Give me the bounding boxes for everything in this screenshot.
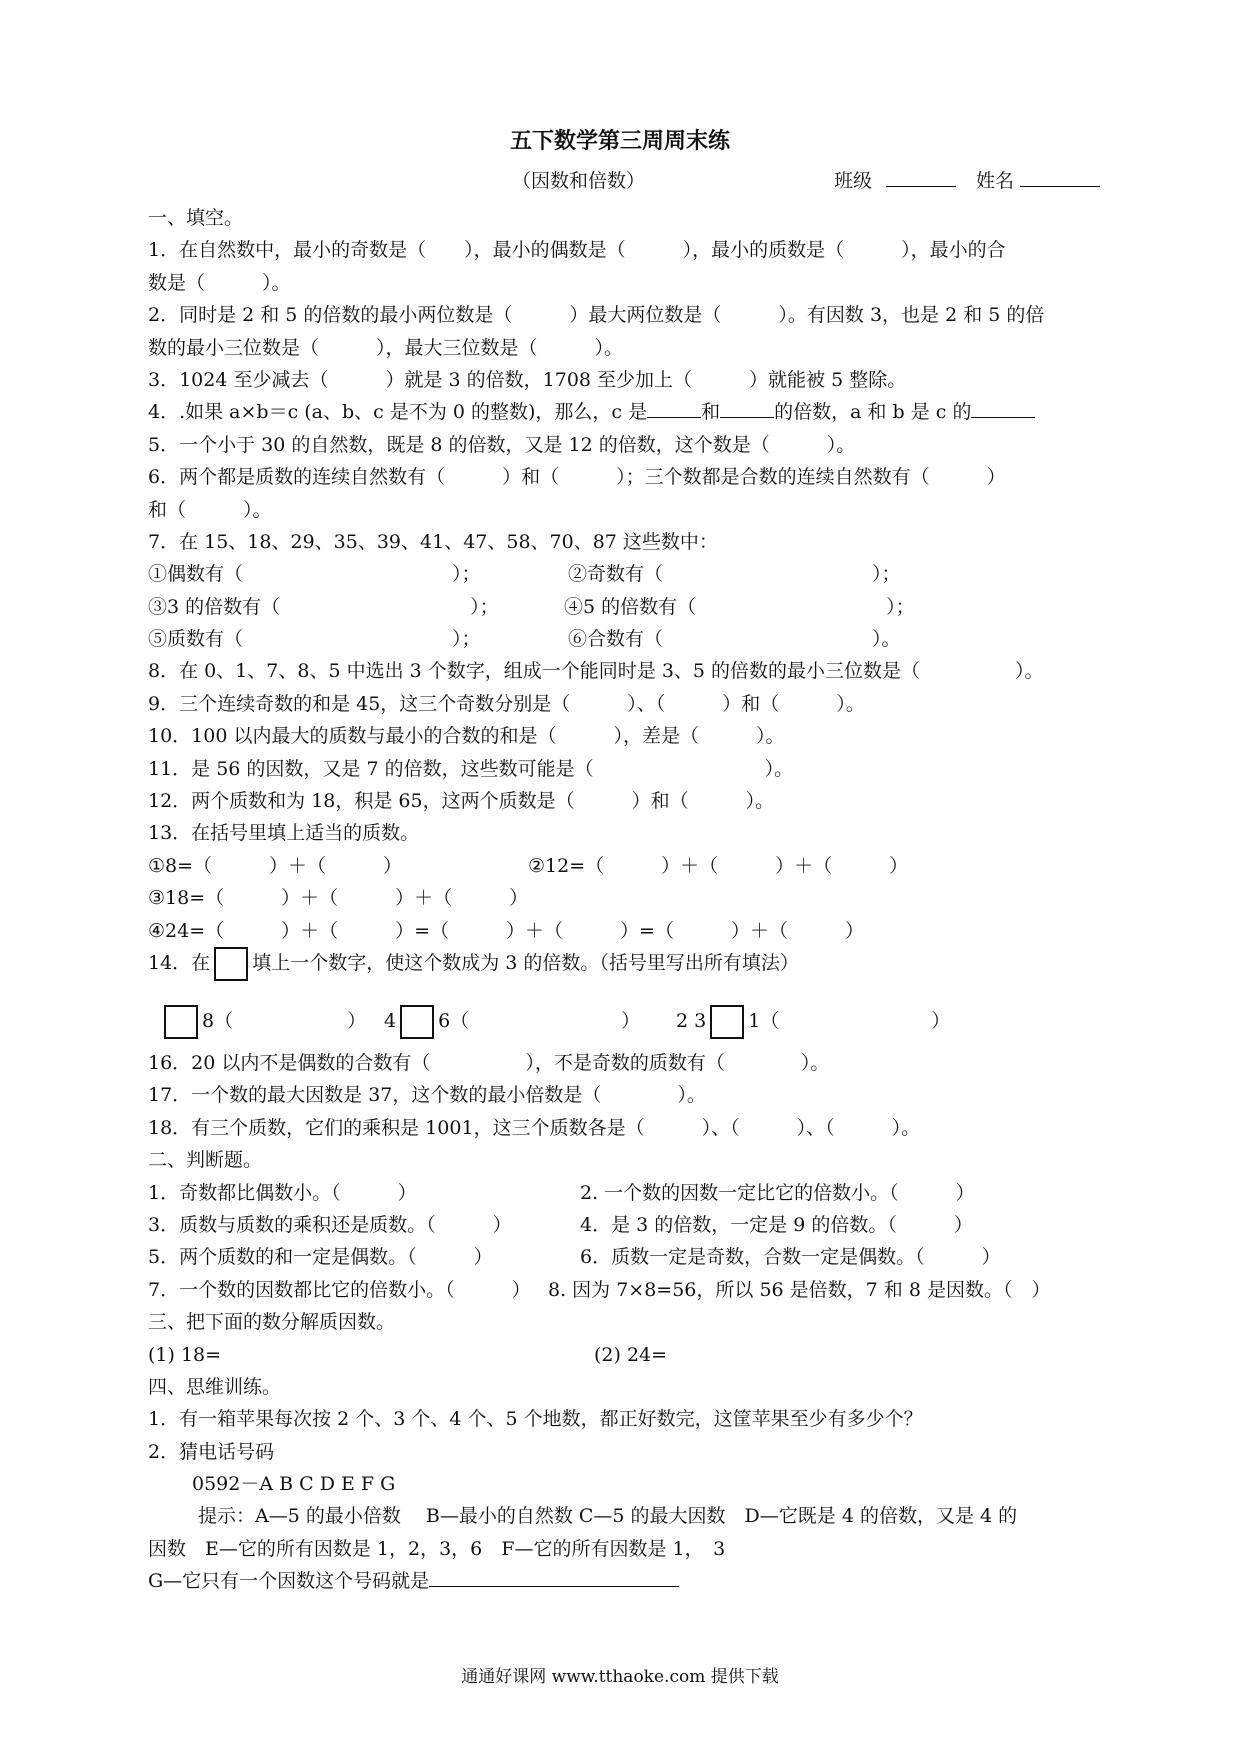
question-6a: 6．两个都是质数的连续自然数有（ ）和（ ）；三个数都是合数的连续自然数有（ ） xyxy=(148,466,1006,489)
class-label: 班级 xyxy=(834,170,873,192)
question-7-row xyxy=(148,558,1128,590)
question-7-item: ⑥合数有（ ）。 xyxy=(568,628,901,651)
question-4-text: 4．.如果 a×b＝c (a、b、c 是不为 0 的整数)，那么，c 是 xyxy=(148,401,648,424)
question-13-row xyxy=(148,850,1128,882)
question-14-text: 8（ ） xyxy=(202,1009,367,1032)
question-13-item: ①8=（ ）＋（ ） xyxy=(148,854,403,877)
question-7-item: ①偶数有（ ）； xyxy=(148,563,481,586)
question-13-item: ③18=（ ）＋（ ）＋（ ） xyxy=(148,887,529,910)
question-6b: 和（ ）。 xyxy=(148,498,272,521)
page-title: 五下数学第三周周末练 xyxy=(509,128,730,154)
question-4 xyxy=(148,396,1128,428)
judge-item: 2. 一个数的因数一定比它的倍数小。（ ） xyxy=(580,1181,975,1204)
think-question-2: 2．猜电话号码 xyxy=(148,1440,275,1463)
question-13: 13．在括号里填上适当的质数。 xyxy=(148,822,420,845)
class-field[interactable] xyxy=(834,166,956,193)
digit-box[interactable] xyxy=(164,1005,198,1039)
class-blank[interactable] xyxy=(886,172,956,187)
question-2b: 数的最小三位数是（ ），最大三位数是（ ）。 xyxy=(148,336,624,359)
question-9: 9．三个连续奇数的和是 45，这三个奇数分别是（ ）、（ ）和（ ）。 xyxy=(148,692,865,715)
factor-item: (1) 18= xyxy=(148,1343,222,1366)
section-heading: 二、判断题。 xyxy=(148,1149,263,1172)
question-12: 12．两个质数和为 18，积是 65，这两个质数是（ ）和（ ）。 xyxy=(148,790,775,813)
question-10: 10．100 以内最大的质数与最小的合数的和是（ ），差是（ ）。 xyxy=(148,725,785,748)
worksheet-content xyxy=(148,202,1128,1598)
question-13-item: ④24=（ ）＋（ ）=（ ）＋（ ）=（ ）＋（ ） xyxy=(148,919,864,942)
question-7: 7．在 15、18、29、35、39、41、47、58、70、87 这些数中： xyxy=(148,530,718,553)
name-label: 姓名 xyxy=(976,170,1015,192)
hint-line: 提示：A—5 的最小倍数 B—最小的自然数 C—5 的最大因数 D—它既是 4 的倍数，又是 4 的 xyxy=(198,1505,1018,1528)
question-7-item: ③3 的倍数有（ ）； xyxy=(148,595,499,618)
answer-blank[interactable] xyxy=(647,403,701,418)
judge-item: 6．质数一定是奇数，合数一定是偶数。（ ） xyxy=(580,1246,1001,1269)
question-7-item: ④5 的倍数有（ ）； xyxy=(564,595,915,618)
question-13-item: ②12=（ ）＋（ ）＋（ ） xyxy=(528,854,909,877)
judge-item: 7．一个数的因数都比它的倍数小。（ ） xyxy=(148,1278,531,1301)
judge-row xyxy=(148,1274,1128,1306)
digit-box[interactable] xyxy=(710,1005,744,1039)
question-11: 11．是 56 的因数，又是 7 的倍数，这些数可能是（ ）。 xyxy=(148,757,794,780)
question-7-row xyxy=(148,591,1128,623)
section-heading: 一、填空。 xyxy=(148,207,244,229)
judge-item: 3．质数与质数的乘积还是质数。（ ） xyxy=(148,1213,512,1236)
question-4-text: 的倍数，a 和 b 是 c 的 xyxy=(774,401,972,424)
question-5: 5．一个小于 30 的自然数，既是 8 的倍数，又是 12 的倍数，这个数是（ ）。 xyxy=(148,433,856,456)
question-4-text: 和 xyxy=(701,401,721,424)
subtitle: （因数和倍数） xyxy=(512,170,646,192)
name-blank[interactable] xyxy=(1020,172,1100,187)
answer-blank[interactable] xyxy=(971,403,1035,418)
answer-blank[interactable] xyxy=(720,403,774,418)
factor-row xyxy=(148,1339,1128,1371)
question-14-text: 2 3 xyxy=(676,1009,707,1032)
question-14-answers xyxy=(148,997,1128,1047)
question-7-row xyxy=(148,623,1128,655)
hint-line: 因数 E—它的所有因数是 1，2，3，6 F—它的所有因数是 1， 3 xyxy=(148,1537,726,1560)
question-2a: 2．同时是 2 和 5 的倍数的最小两位数是（ ）最大两位数是（ ）。有因数 3，也是 2 和 5 的倍 xyxy=(148,304,1045,327)
question-1b: 数是（ ）。 xyxy=(148,271,291,294)
question-8: 8．在 0、1、7、8、5 中选出 3 个数字，组成一个能同时是 3、5 的倍数的最小三位数是（ ）。 xyxy=(148,660,1044,683)
hint-line xyxy=(148,1565,1128,1597)
question-14-text: 填上一个数字，使这个数成为 3 的倍数。（括号里写出所有填法） xyxy=(252,951,799,974)
question-7-item: ②奇数有（ ）； xyxy=(568,563,901,586)
think-question-1: 1．有一箱苹果每次按 2 个、3 个、4 个、5 个地数，都正好数完，这筐苹果至少有多少个？ xyxy=(148,1408,923,1431)
question-14-item xyxy=(160,1005,366,1039)
question-14 xyxy=(148,947,1128,987)
section-heading: 三、把下面的数分解质因数。 xyxy=(148,1311,396,1334)
question-16: 16．20 以内不是偶数的合数有（ ），不是奇数的质数有（ ）。 xyxy=(148,1051,830,1074)
digit-box[interactable] xyxy=(400,1005,434,1039)
question-14-text: 6（ ） xyxy=(438,1009,641,1032)
judge-item: 1．奇数都比偶数小。（ ） xyxy=(148,1181,417,1204)
factor-item: (2) 24= xyxy=(594,1343,668,1366)
judge-row xyxy=(148,1177,1128,1209)
judge-item: 5．两个质数的和一定是偶数。（ ） xyxy=(148,1246,493,1269)
answer-blank[interactable] xyxy=(429,1572,679,1587)
judge-row xyxy=(148,1241,1128,1273)
judge-item: 4．是 3 的倍数，一定是 9 的倍数。（ ） xyxy=(580,1213,973,1236)
question-14-text: 4 xyxy=(384,1009,397,1032)
hint-text: G—它只有一个因数这个号码就是 xyxy=(148,1570,430,1593)
name-field[interactable] xyxy=(976,166,1100,193)
section-heading: 四、思维训练。 xyxy=(148,1375,282,1398)
judge-item: 8. 因为 7×8=56，所以 56 是倍数，7 和 8 是因数。（ ） xyxy=(548,1278,1051,1301)
question-7-item: ⑤质数有（ ）； xyxy=(148,628,481,651)
judge-row xyxy=(148,1209,1128,1241)
question-14-item xyxy=(676,1005,950,1039)
question-14-item xyxy=(384,1005,640,1039)
question-1a: 1．在自然数中，最小的奇数是（ ），最小的偶数是（ ），最小的质数是（ ），最小的合 xyxy=(148,239,1006,262)
question-14-text: 14．在 xyxy=(148,951,211,974)
question-18: 18．有三个质数，它们的乘积是 1001，这三个质数各是（ ）、（ ）、（ ）。 xyxy=(148,1116,921,1139)
question-14-text: 1（ ） xyxy=(748,1009,951,1032)
question-3: 3．1024 至少减去（ ）就是 3 的倍数，1708 至少加上（ ）就能被 5 整除。 xyxy=(148,368,907,391)
question-17: 17．一个数的最大因数是 37，这个数的最小倍数是（ ）。 xyxy=(148,1084,706,1107)
page-footer: 通通好课网 www.tthaoke.com 提供下载 xyxy=(461,1667,779,1687)
phone-code: 0592－A B C D E F G xyxy=(192,1473,396,1496)
digit-box[interactable] xyxy=(214,947,248,981)
